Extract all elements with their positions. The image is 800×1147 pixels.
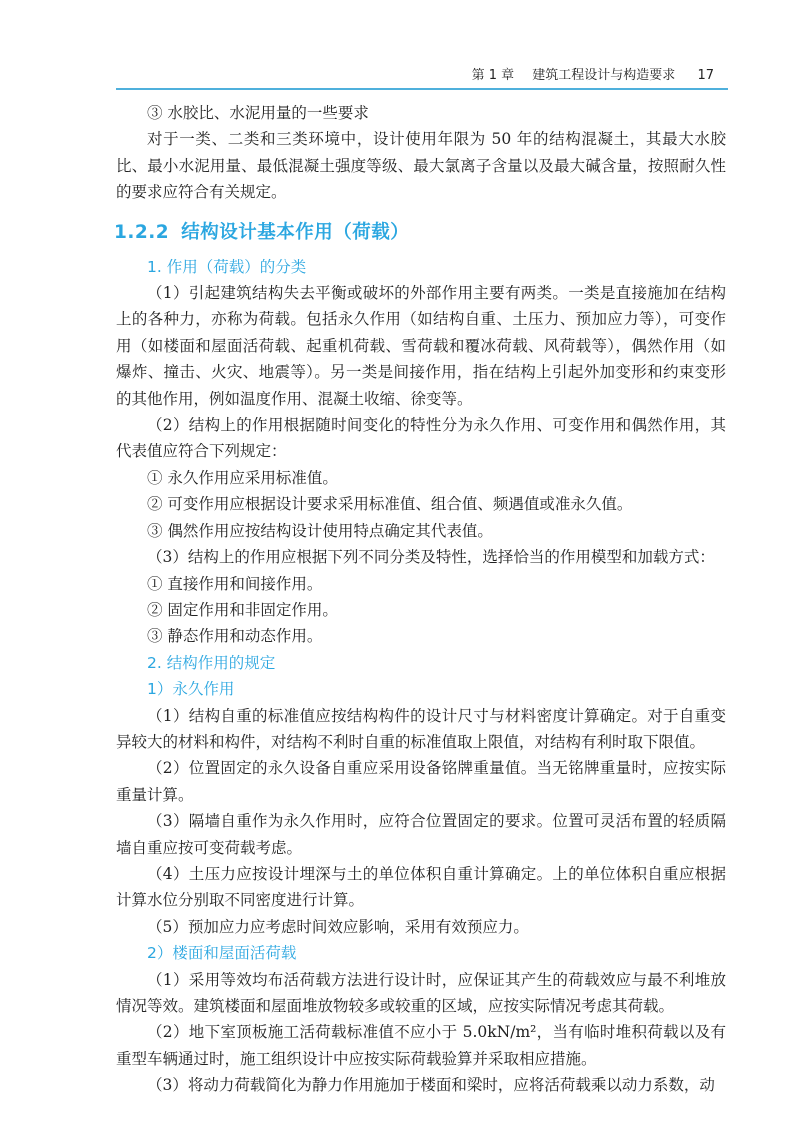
- header-title: 建筑工程设计与构造要求: [532, 68, 676, 83]
- list-item: ③ 静态作用和动态作用。: [147, 627, 323, 646]
- paragraph: （3）隔墙自重作为永久作用时，应符合位置固定的要求。位置可灵活布置的轻质隔墙自重应按可变荷载考虑。: [116, 812, 726, 857]
- paragraph: （3）结构上的作用应根据下列不同分类及特性，选择恰当的作用模型和加载方式：: [147, 548, 715, 567]
- paragraph: （2）位置固定的永久设备自重应采用设备铭牌重量值。当无铭牌重量时，应按实际重量计算。: [116, 759, 726, 804]
- subsection-heading: 1. 作用（荷载）的分类: [147, 257, 307, 276]
- paragraph: （2）地下室顶板施工活荷载标准值不应小于 5.0kN/m²，当有临时堆积荷载以及有重型车辆通过时，施工组织设计中应按实际荷载验算并采取相应措施。: [116, 1023, 726, 1068]
- paragraph: （5）预加应力应考虑时间效应影响，采用有效预应力。: [147, 917, 529, 936]
- list-item: ② 可变作用应根据设计要求采用标准值、组合值、频遇值或准永久值。: [147, 495, 633, 514]
- list-item: ① 永久作用应采用标准值。: [147, 468, 338, 487]
- header-text: [472, 64, 714, 83]
- paragraph: （2）结构上的作用根据随时间变化的特性分为永久作用、可变作用和偶然作用，其代表值应符合下列规定：: [116, 416, 726, 461]
- paragraph: （4）土压力应按设计埋深与土的单位体积自重计算确定。上的单位体积自重应根据计算水位分别取不同密度进行计算。: [116, 864, 726, 910]
- paragraph: （1）采用等效均布活荷载方法进行设计时，应保证其产生的荷载效应与最不利堆放情况等效。建筑楼面和屋面堆放物较多或较重的区域，应按实际情况考虑其荷载。: [116, 970, 726, 1015]
- list-item: ③ 偶然作用应按结构设计使用特点确定其代表值。: [147, 521, 493, 540]
- paragraph: 对于一类、二类和三类环境中，设计使用年限为 50 年的结构混凝土，其最大水胶比、最小水泥用量、最低混凝土强度等级、最大氯离子含量以及最大碱含量，按照耐久性的要求应符合有关规定。: [116, 130, 726, 202]
- paragraph: （3）将动力荷载简化为静力作用施加于楼面和梁时，应将活荷载乘以动力系数，动: [147, 1076, 715, 1095]
- page-number: 17: [697, 68, 714, 83]
- section-title: 结构设计基本作用（荷载）: [181, 221, 410, 243]
- list-item: ③ 水胶比、水泥用量的一些要求: [147, 104, 369, 122]
- body-content: [116, 100, 726, 1099]
- paragraph: （1）引起建筑结构失去平衡或破坏的外部作用主要有两类。一类是直接施加在结构上的各种力，亦称为荷载。包括永久作用（如结构自重、土压力、预加应力等），可变作用（如楼面和屋面活荷载、起重机荷载、雪荷载和覆冰荷载、风荷载等），偶然作用（如爆炸、撞击、火灾、地震等）。另一类是间接作用，指在结构上引起外加变形和约束变形的其他作用，例如温度作用、混凝土收缩、徐变等。: [116, 284, 726, 408]
- subsubsection-heading: 2）楼面和屋面活荷载: [147, 944, 297, 963]
- list-item: ① 直接作用和间接作用。: [147, 574, 323, 593]
- section-heading: [114, 220, 726, 246]
- header-chapter: 第 1 章: [471, 68, 515, 83]
- paragraph: （1）结构自重的标准值应按结构构件的设计尺寸与材料密度计算确定。对于自重变异较大的材料和构件，对结构不利时自重的标准值取上限值，对结构有利时取下限值。: [116, 706, 726, 751]
- subsubsection-heading: 1）永久作用: [147, 680, 235, 699]
- running-header: [0, 0, 800, 98]
- subsection-heading: 2. 结构作用的规定: [147, 653, 276, 672]
- section-number: 1.2.2: [114, 221, 170, 243]
- header-rule: [116, 88, 728, 90]
- list-item: ② 固定作用和非固定作用。: [147, 600, 338, 619]
